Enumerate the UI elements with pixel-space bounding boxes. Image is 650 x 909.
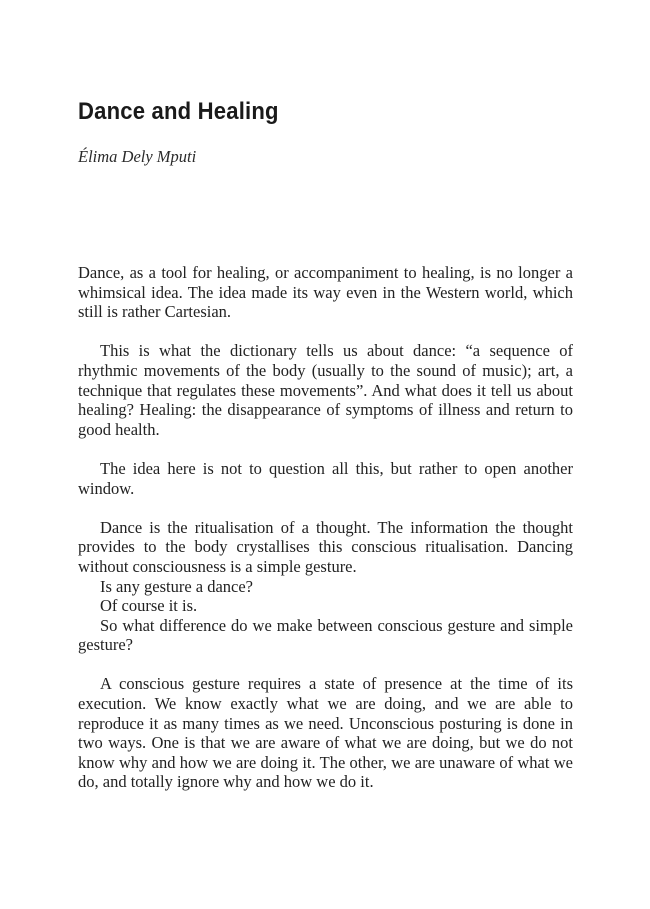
body-paragraph: This is what the dictionary tells us about dance: “a sequence of rhythmic movements of the body (usually to the sound of music); art, a technique that regulates these movements”. And what does it tell us about healing? Healing: the disappearance of symptoms of illness and return to good health.	[78, 341, 573, 439]
body-paragraph: So what difference do we make between conscious gesture and simple gesture?	[78, 615, 573, 655]
body-paragraph: Of course it is.	[100, 596, 198, 616]
paragraph-gap	[78, 655, 573, 675]
paragraph-gap	[78, 439, 573, 459]
chapter-body	[78, 263, 573, 792]
body-paragraph: Dance is the ritualisation of a thought. The information the thought provides to the body crystallises this conscious ritualisation. Dancing without consciousness is a simple gesture.	[78, 517, 573, 576]
paragraph-gap	[78, 498, 573, 518]
chapter-title: Dance and Healing	[78, 98, 279, 125]
chapter-author: Élima Dely Mputi	[78, 147, 197, 166]
body-paragraph: A conscious gesture requires a state of presence at the time of its execution. We know exactly what we are doing, and we are able to reproduce it as many times as we need. Unconscious posturing is done in two ways. One is that we are aware of what we are doing, but we do not know why and how we are doing it. The other, we are unaware of what we do, and totally ignore why and how we do it.	[78, 674, 573, 792]
body-paragraph: Dance, as a tool for healing, or accompaniment to healing, is no longer a whimsical idea. The idea made its way even in the Western world, which still is rather Cartesian.	[78, 263, 573, 322]
body-paragraph: Is any gesture a dance?	[100, 576, 254, 596]
paragraph-gap	[78, 322, 573, 342]
body-paragraph: The idea here is not to question all this, but rather to open another window.	[78, 458, 573, 498]
